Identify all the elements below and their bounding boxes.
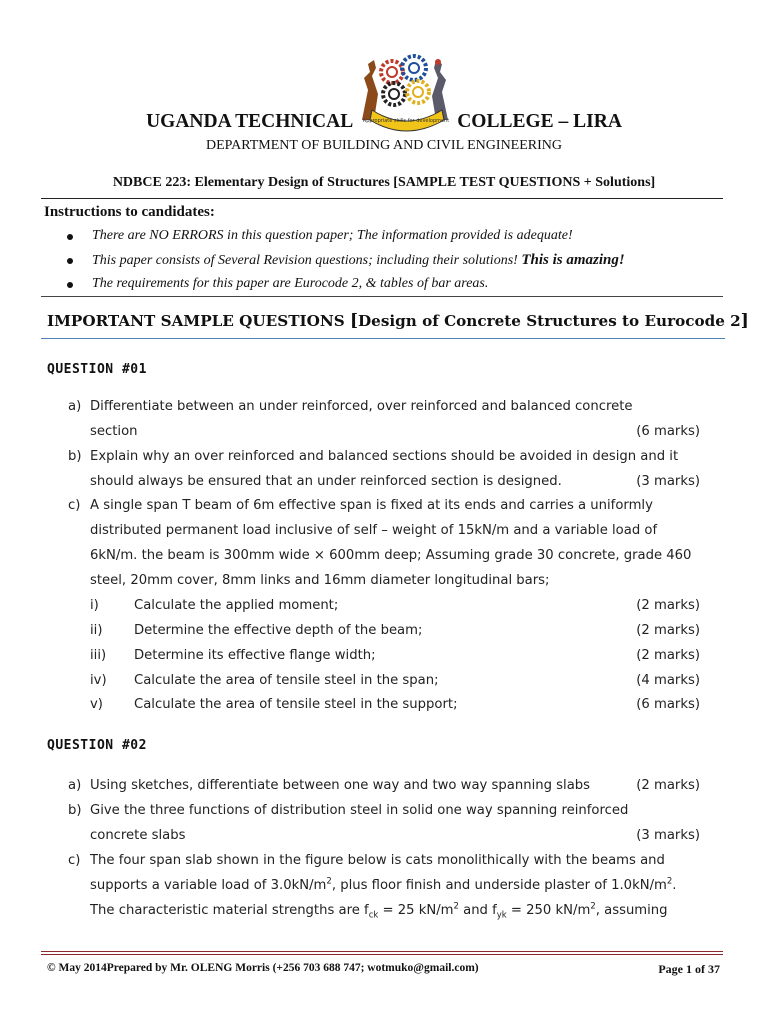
section-heading-rule bbox=[41, 338, 725, 339]
q2-a-marker: a) bbox=[68, 778, 82, 793]
question-2-title: QUESTION #02 bbox=[47, 738, 147, 753]
footer-divider bbox=[41, 951, 723, 955]
section-heading: IMPORTANT SAMPLE QUESTIONS [Design of Concrete Structures to Eurocode 2] bbox=[47, 311, 749, 331]
q1-c-marker: c) bbox=[68, 498, 81, 513]
q2-a-text: Using sketches, differentiate between one way and two way spanning slabs bbox=[90, 778, 591, 793]
q1-sub-marker: iv) bbox=[90, 673, 107, 688]
q1-sub-text: Calculate the area of tensile steel in the span; bbox=[134, 673, 439, 688]
instructions-heading: Instructions to candidates: bbox=[44, 204, 215, 220]
q2-c-marker: c) bbox=[68, 853, 81, 868]
q1-sub-marker: iii) bbox=[90, 648, 107, 663]
q1-b-marks: (3 marks) bbox=[636, 474, 700, 489]
instruction-item: The requirements for this paper are Eurocode 2, & tables of bar areas. bbox=[66, 276, 625, 300]
q1-a-marker: a) bbox=[68, 399, 82, 414]
q1-a-text: Differentiate between an under reinforced, over reinforced and balanced concrete bbox=[90, 399, 633, 414]
college-title bbox=[0, 111, 768, 133]
q1-sub-marker: i) bbox=[90, 598, 99, 613]
q2-b-marker: b) bbox=[68, 803, 82, 818]
q1-sub-marks: (4 marks) bbox=[636, 673, 700, 688]
instructions-list bbox=[66, 228, 625, 300]
q2-c-text: The characteristic material strengths are $f_{ck} = 25$ $kN/m^2$ and $f_{yk} = 250$ $kN/m^2$, assuming bbox=[90, 901, 668, 921]
q1-sub-marks: (2 marks) bbox=[636, 648, 700, 663]
q1-sub-marks: (2 marks) bbox=[636, 623, 700, 638]
q1-sub-marks: (6 marks) bbox=[636, 697, 700, 712]
q2-b-text: concrete slabs bbox=[90, 828, 186, 843]
course-title: NDBCE 223: Elementary Design of Structures [SAMPLE TEST QUESTIONS + Solutions] bbox=[112, 175, 656, 190]
question-1-title: QUESTION #01 bbox=[47, 362, 147, 377]
q1-b-text: should always be ensured that an under reinforced section is designed. bbox=[90, 474, 562, 489]
q1-a-text: section bbox=[90, 424, 138, 439]
q1-c-text: steel, 20mm cover, 8mm links and 16mm diameter longitudinal bars; bbox=[90, 573, 550, 588]
q2-c-text: The four span slab shown in the figure below is cats monolithically with the beams and bbox=[90, 853, 665, 868]
instructions-divider bbox=[41, 296, 723, 297]
header-divider bbox=[41, 198, 723, 199]
q1-a-marks: (6 marks) bbox=[636, 424, 700, 439]
instruction-item: There are NO ERRORS in this question paper; The information provided is adequate! bbox=[66, 228, 625, 252]
q1-c-text: 6kN/m. the beam is 300mm wide × 600mm deep; Assuming grade 30 concrete, grade 460 bbox=[90, 548, 692, 563]
logo-motto: Appropriate skills for development bbox=[362, 118, 450, 124]
q1-sub-text: Calculate the applied moment; bbox=[134, 598, 339, 613]
q1-c-text: A single span T beam of 6m effective span is fixed at its ends and carries a uniformly bbox=[90, 498, 653, 513]
q2-b-marks: (3 marks) bbox=[636, 828, 700, 843]
q1-sub-marks: (2 marks) bbox=[636, 598, 700, 613]
q1-sub-marker: ii) bbox=[90, 623, 103, 638]
q2-c-text: supports a variable load of $3.0kN/m^2$, plus floor finish and underside plaster of $1.0kN/m^2$. bbox=[90, 876, 677, 893]
college-title-right: COLLEGE – LIRA bbox=[457, 111, 622, 132]
instruction-item: This paper consists of Several Revision questions; including their solutions! This is amazing! bbox=[66, 252, 625, 276]
q2-a-marks: (2 marks) bbox=[636, 778, 700, 793]
department-name: DEPARTMENT OF BUILDING AND CIVIL ENGINEERING bbox=[205, 138, 562, 153]
q1-sub-text: Determine the effective depth of the beam; bbox=[134, 623, 423, 638]
q1-b-text: Explain why an over reinforced and balanced sections should be avoided in design and it bbox=[90, 449, 679, 464]
college-title-left: UGANDA TECHNICAL bbox=[146, 111, 354, 132]
amazing-note: This is amazing! bbox=[521, 252, 625, 268]
q1-sub-text: Determine its effective flange width; bbox=[134, 648, 376, 663]
q1-sub-marker: v) bbox=[90, 697, 103, 712]
q1-c-text: distributed permanent load inclusive of self – weight of 15kN/m and a variable load of bbox=[90, 523, 658, 538]
q2-b-text: Give the three functions of distribution steel in solid one way spanning reinforced bbox=[90, 803, 629, 818]
q1-b-marker: b) bbox=[68, 449, 82, 464]
page-number: Page 1 of 37 bbox=[658, 962, 720, 976]
q1-sub-text: Calculate the area of tensile steel in the support; bbox=[134, 697, 458, 712]
footer-author: © May 2014Prepared by Mr. OLENG Morris (+256 703 688 747; wotmuko@gmail.com) bbox=[47, 962, 479, 974]
